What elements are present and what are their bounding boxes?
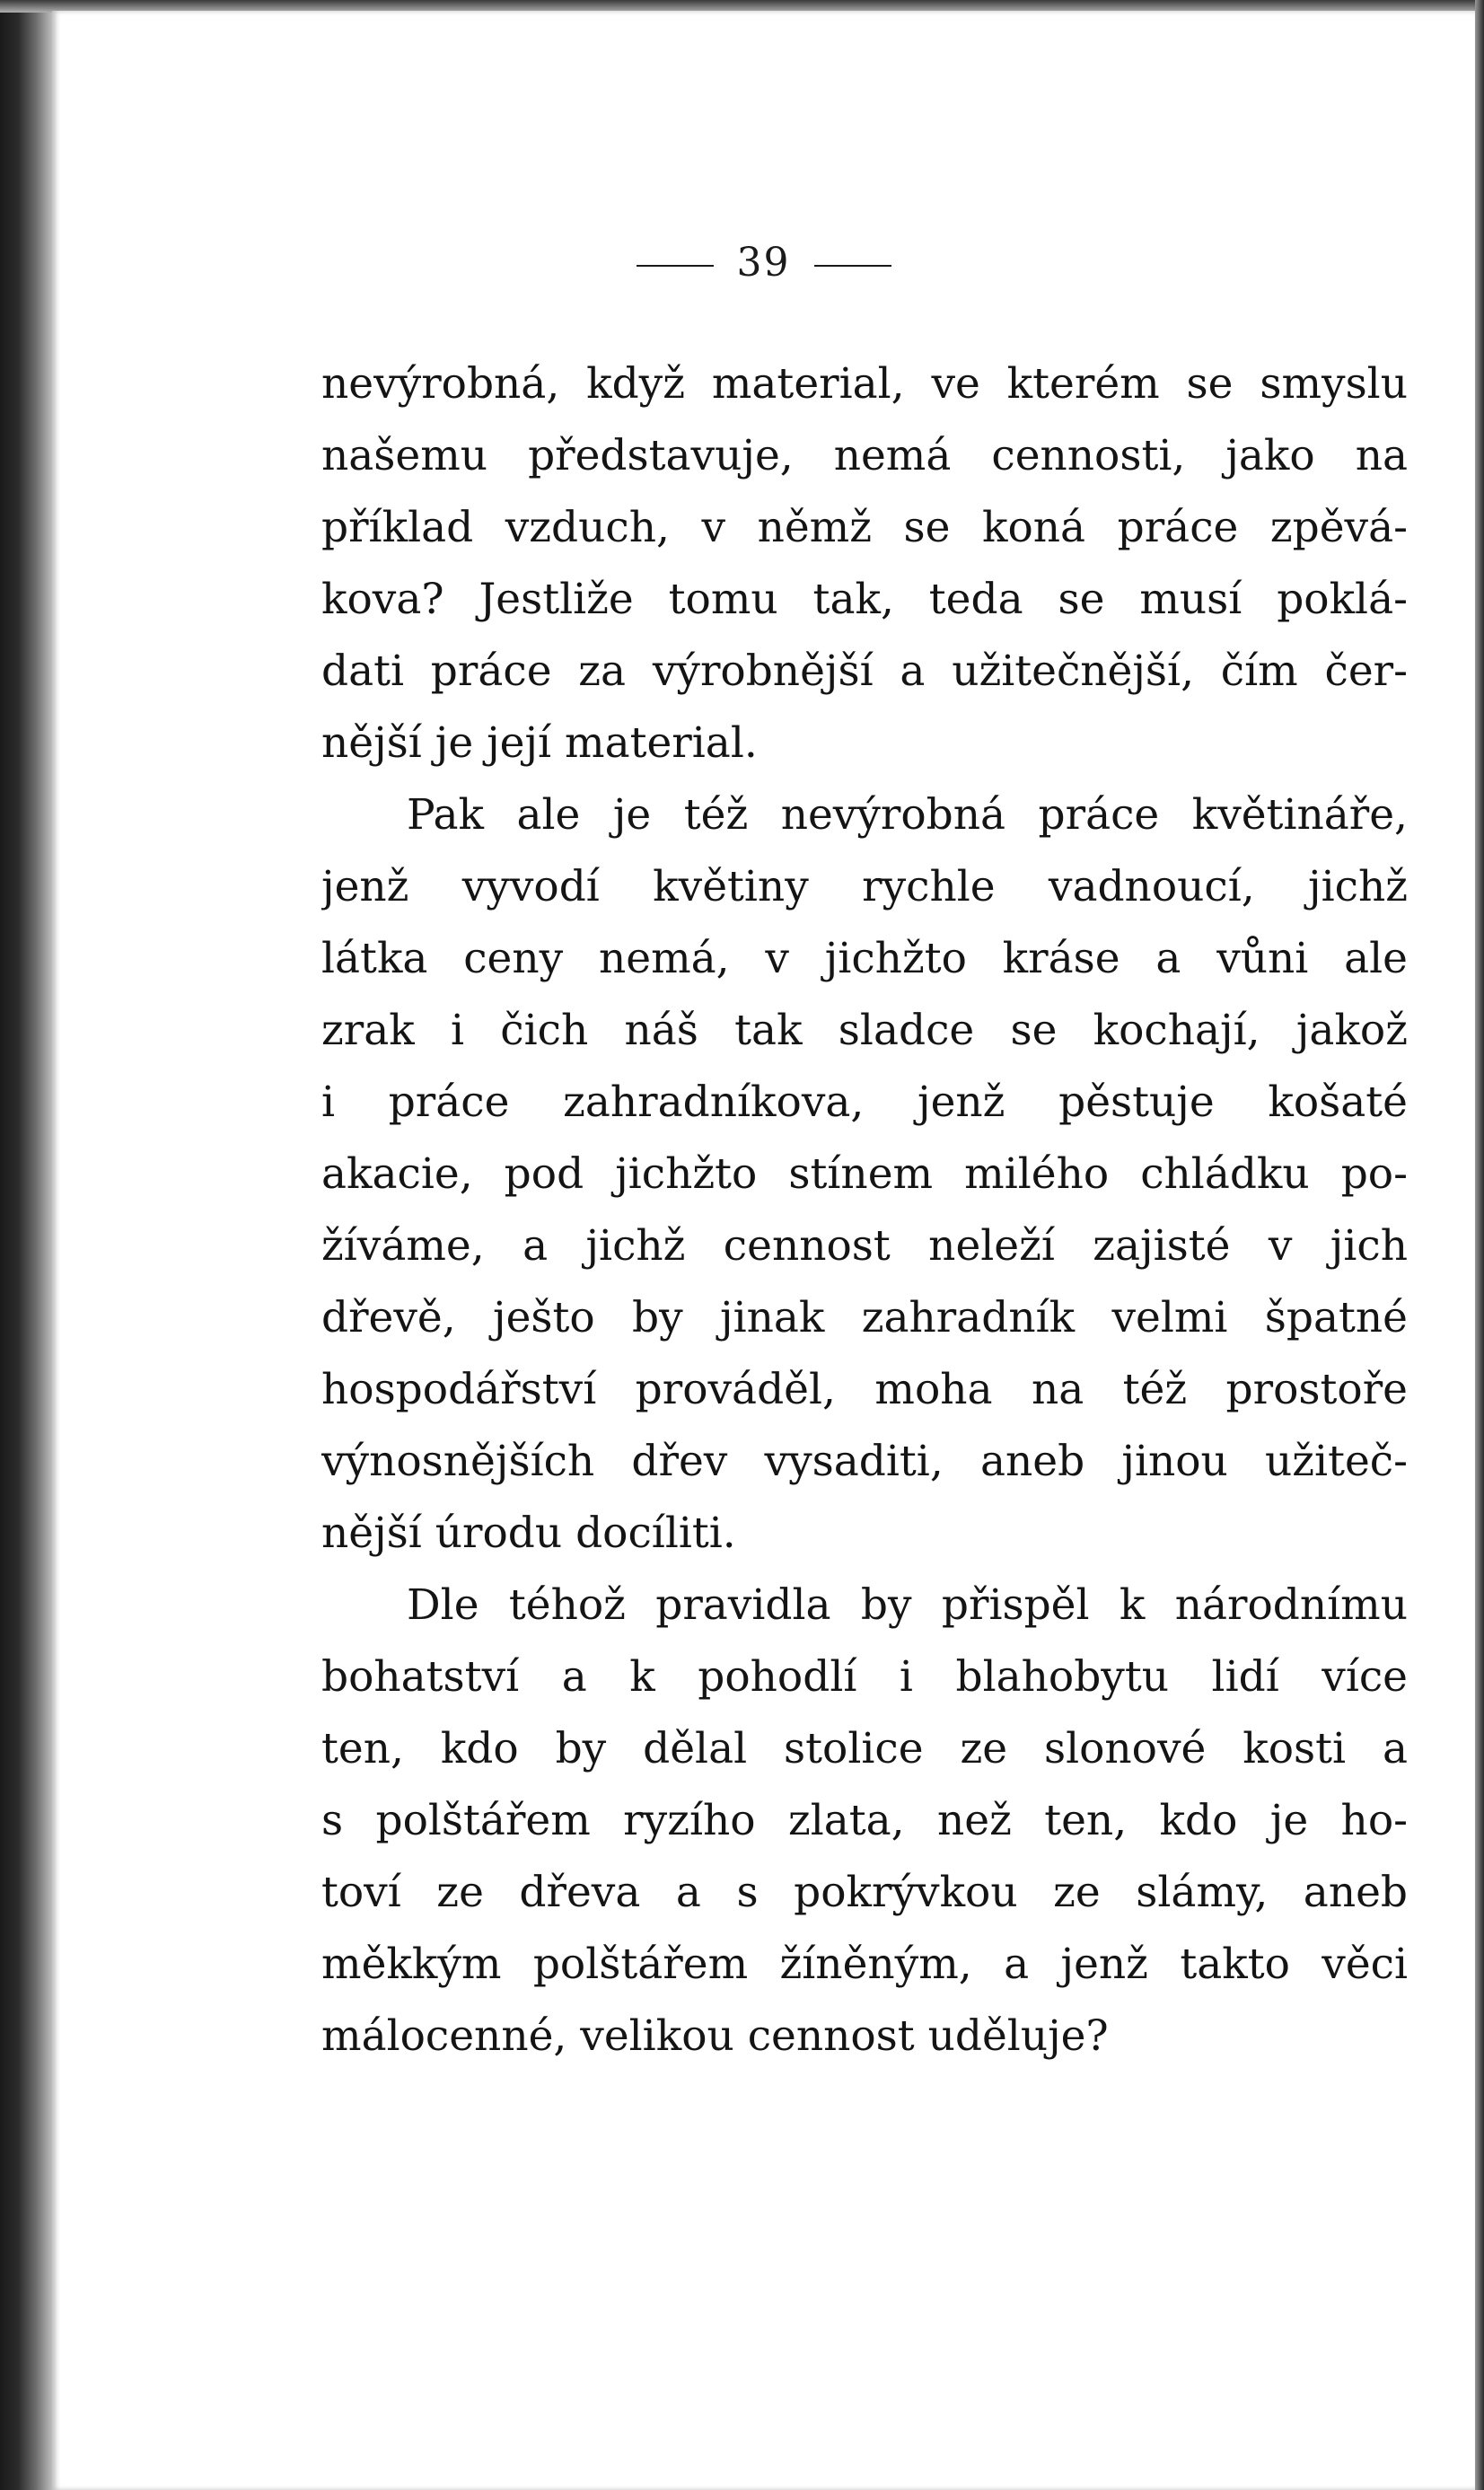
text-line: nější je její material. xyxy=(321,718,758,768)
text-line: ten, kdo by dělal stolice ze slonové kosti a xyxy=(321,1724,1408,1773)
page-number-value: 39 xyxy=(736,240,791,286)
paragraph-2 xyxy=(321,779,1408,1570)
book-page xyxy=(52,11,1475,2490)
text-line: našemu představuje, nemá cennosti, jako na xyxy=(321,431,1408,480)
text-line: dřevě, ješto by jinak zahradník velmi špatné xyxy=(321,1293,1408,1342)
text-line: s polštářem ryzího zlata, než ten, kdo je ho- xyxy=(321,1796,1408,1845)
text-line: Dle téhož pravidla by přispěl k národnímu xyxy=(407,1580,1408,1630)
text-line: látka ceny nemá, v jichžto kráse a vůni ale xyxy=(321,934,1408,983)
text-line: žíváme, a jichž cennost neleží zajisté v jich xyxy=(321,1221,1408,1271)
text-line: akacie, pod jichžto stínem milého chládku po- xyxy=(321,1149,1408,1199)
text-line: dati práce za výrobnější a užitečnější, čím čer- xyxy=(321,647,1408,696)
page-number-dash-left xyxy=(637,265,714,267)
paragraph-1 xyxy=(321,348,1408,779)
text-line: výnosnějších dřev vysaditi, aneb jinou užiteč- xyxy=(321,1437,1408,1486)
text-line: nější úrodu docíliti. xyxy=(321,1509,736,1558)
text-line: málocenné, velikou cennost uděluje? xyxy=(321,2011,1109,2061)
page-number xyxy=(52,240,1475,286)
paragraph-3 xyxy=(321,1570,1408,2072)
text-line: kova? Jestliže tomu tak, teda se musí poklá- xyxy=(321,575,1408,624)
scan-shadow-right xyxy=(1475,0,1484,2490)
text-line: bohatství a k pohodlí i blahobytu lidí více xyxy=(321,1652,1408,1702)
text-line: zrak i čich náš tak sladce se kochají, jakož xyxy=(321,1006,1408,1055)
text-line: Pak ale je též nevýrobná práce květináře, xyxy=(407,790,1408,840)
text-line: měkkým polštářem žíněným, a jenž takto věci xyxy=(321,1940,1408,1989)
scan-shadow-left xyxy=(0,0,52,2490)
text-line: hospodářství prováděl, moha na též prostoře xyxy=(321,1365,1408,1414)
text-line: příklad vzduch, v němž se koná práce zpěvá- xyxy=(321,503,1408,552)
text-line: i práce zahradníkova, jenž pěstuje košaté xyxy=(321,1078,1408,1127)
text-line: toví ze dřeva a s pokrývkou ze slámy, aneb xyxy=(321,1868,1408,1917)
text-line: jenž vyvodí květiny rychle vadnoucí, jichž xyxy=(321,862,1408,911)
page-number-dash-right xyxy=(814,265,891,267)
body-text xyxy=(321,348,1408,2072)
text-line: nevýrobná, když material, ve kterém se smyslu xyxy=(321,359,1408,409)
